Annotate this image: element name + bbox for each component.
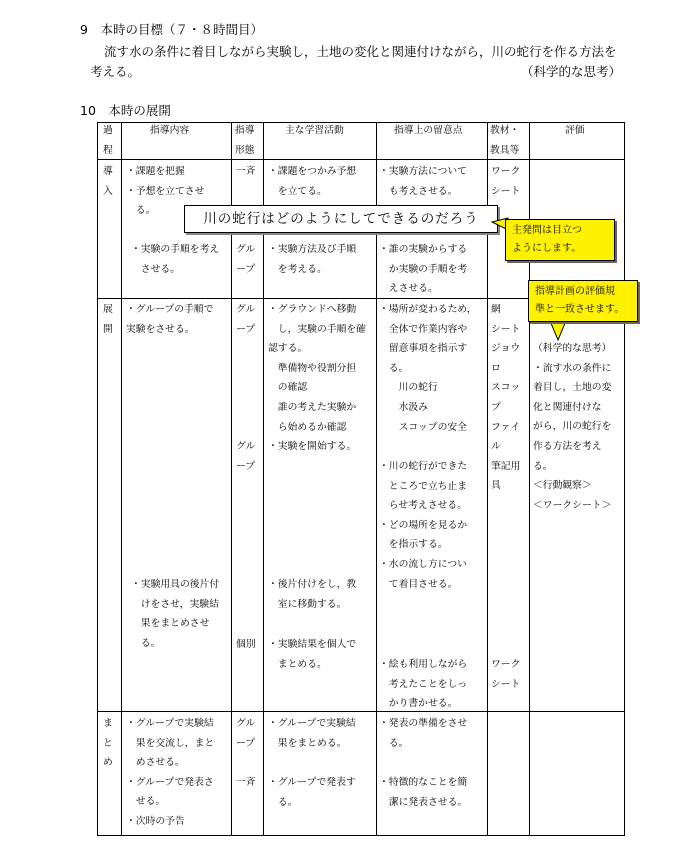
section9-heading: 9 本時の目標（７・８時間目） — [80, 22, 263, 37]
summary-form-b: 一斉 — [236, 777, 256, 788]
develop-form-c: 個別 — [236, 639, 256, 650]
header-content: 指導内容 — [150, 125, 190, 136]
callout-main-question: 主発問は目立つ ようにします。 — [505, 219, 615, 261]
header-form: 指導 形態 — [235, 125, 255, 156]
intro-activity-b: ・実験方法及び手順 を考える。 — [268, 244, 357, 275]
summary-activity-b: ・グループで発表す る。 — [268, 777, 356, 808]
callout-evaluation-criteria: 指導計画の評価規 準と一致させます。 — [528, 280, 638, 322]
intro-stage: 導 入 — [103, 166, 113, 197]
develop-notes-b: ・川の蛇行ができた ところで立ち止ま らせ考えさせる。 ・どの場所を見るか を指示する。 ・水の流し方につい て着目させる。 — [379, 461, 468, 590]
goal-perspective: （科学的な思考） — [521, 64, 622, 79]
develop-form-a: グル ープ — [236, 304, 256, 335]
main-question-box: 川の蛇行はどのようにしてできるのだろう — [184, 205, 498, 233]
develop-materials-a: 網 シート ジョウ ロ スコッ プ ファイ ル 筆記用 具 — [491, 304, 521, 492]
goal-line2: 考える。 — [90, 64, 141, 79]
develop-form-b: グル ープ — [236, 441, 256, 472]
intro-content-b: ・実験の手順を考え させる。 — [131, 244, 220, 275]
summary-content: ・グループで実験結 果を交流し，まと めさせる。 ・グループで発表さ せる。 ・次時の予告 — [126, 718, 215, 827]
develop-evaluation: （科学的な思考） ・流す水の条件に 着目し，土地の変 化と関連付けな がら，川の蛇行を 作る方法を考え る。 ＜行動観察＞ ＜ワークシート＞ — [533, 343, 612, 511]
header-activity: 主な学習活動 — [285, 125, 344, 136]
develop-materials-b: ワーク シート — [491, 659, 521, 690]
intro-form-b: グル ープ — [236, 244, 256, 275]
header-materials: 教材・ 教具等 — [490, 125, 520, 156]
develop-stage: 展 開 — [103, 304, 113, 335]
develop-notes-a: ・場所が変わるため， 全体で作業内容や 留意事項を指示す る。 川の蛇行 水汲み スコップの安全 — [379, 304, 477, 433]
header-evaluation: 評価 — [565, 125, 585, 136]
header-notes: 指導上の留意点 — [394, 125, 463, 136]
develop-activity-a: ・グラウンドへ移動 し，実験の手順を確 認する。 準備物や役割分担 の確認 誰の考えた実験か ら始めるか確認 — [268, 304, 366, 433]
summary-notes-b: ・特徴的なことを簡 潔に発表させる。 — [379, 777, 468, 808]
develop-notes-c: ・絵も利用しながら 考えたことをしっ かり書かせる。 — [379, 659, 468, 710]
develop-content-b: ・実験用具の後片付 けをさせ，実験結 果をまとめさせ る。 — [131, 579, 220, 649]
intro-materials-a: ワーク シート — [491, 166, 521, 197]
develop-content-a: ・グループの手順で 実験をさせる。 — [126, 304, 214, 335]
develop-activity-d: ・実験結果を個人で まとめる。 — [268, 639, 357, 670]
intro-activity-a: ・課題をつかみ予想 を立てる。 — [268, 166, 357, 197]
header-stage: 過 程 — [103, 125, 113, 156]
intro-content-a: ・課題を把握 ・予想を立てさせ る。 — [126, 166, 205, 217]
summary-activity-a: ・グループで実験結 果をまとめる。 — [268, 718, 356, 749]
intro-notes-b: ・誰の実験からする か実験の手順を考 えさせる。 — [379, 244, 468, 295]
intro-notes-a: ・実験方法について も考えさせる。 — [379, 166, 467, 197]
summary-form-a: グル ープ — [236, 718, 256, 749]
develop-activity-c: ・後片付けをし，教 室に移動する。 — [268, 579, 357, 610]
develop-activity-b: ・実験を開始する。 — [268, 441, 357, 452]
summary-stage: ま と め — [103, 718, 113, 769]
summary-notes-a: ・発表の準備をさせ る。 — [379, 718, 468, 749]
goal-line1: 流す水の条件に着目しながら実験し，土地の変化と関連付けながら，川の蛇行を作る方法を — [104, 44, 617, 59]
intro-form-a: 一斉 — [236, 166, 256, 177]
section10-heading: 10 本時の展開 — [80, 103, 171, 118]
